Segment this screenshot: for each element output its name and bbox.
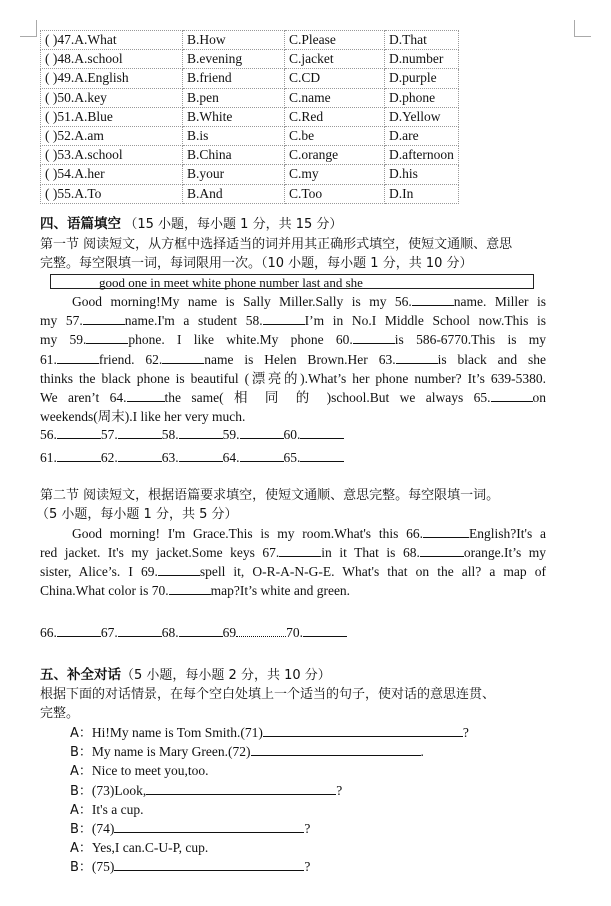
dialog-line <box>70 800 143 820</box>
dialog-text: It's a cup. <box>91 801 144 817</box>
passage-text: 61. <box>40 351 57 367</box>
dialog-line <box>70 723 469 743</box>
dialog-blank[interactable] <box>263 723 463 737</box>
option-c: C.Please <box>285 31 385 50</box>
section5-heading <box>40 665 331 685</box>
option-b: B.evening <box>183 50 285 69</box>
passage-2 <box>40 524 546 600</box>
section4-note: （15 小题，每小题 1 分，共 15 分） <box>124 217 343 232</box>
option-d: D.phone <box>385 88 459 107</box>
passage-text: the same( 相 同 的 )school.But we always 65. <box>164 390 491 406</box>
word-bank-box: good one in meet white phone number last and she <box>50 274 534 289</box>
speaker-label: B： <box>70 822 92 837</box>
passage-text: is black and she <box>437 351 546 367</box>
answer-label: 56. <box>40 427 57 442</box>
options-table <box>40 30 459 204</box>
answer-blank[interactable] <box>303 623 347 637</box>
speaker-label: B： <box>70 745 92 761</box>
dialog-line <box>70 781 342 801</box>
option-a: ( )47.A.What <box>41 31 183 50</box>
dialog-blank[interactable] <box>146 781 336 795</box>
passage-text: Good morning!My name is Sally Miller.Sally is my 56. <box>72 294 412 309</box>
option-row <box>41 146 459 165</box>
answer-blank[interactable] <box>179 623 223 637</box>
option-b: B.friend <box>183 69 285 88</box>
answer-label: 61. <box>40 450 57 465</box>
option-c: C.CD <box>285 69 385 88</box>
option-c: C.Too <box>285 184 385 203</box>
passage-text: in it That is 68. <box>321 545 420 560</box>
dialog-blank[interactable] <box>114 857 304 871</box>
passage-text: red jacket. It's my jacket.Some keys 67. <box>40 545 280 560</box>
blank-57[interactable] <box>83 311 125 325</box>
answer-blank[interactable] <box>300 425 344 439</box>
option-row <box>41 184 459 203</box>
answer-label: 67. <box>100 625 118 640</box>
dialog-end-punct: ? <box>462 725 469 740</box>
answer-label: 65. <box>283 450 301 465</box>
option-row <box>41 126 459 145</box>
option-c: C.my <box>285 165 385 184</box>
option-c: C.Red <box>285 107 385 126</box>
option-row <box>41 31 459 50</box>
dialog-text: (74) <box>91 821 115 836</box>
section5-instruction-1: 根据下面的对话情景，在每个空白处填上一个适当的句子，使对话的意思连贯、 <box>40 687 496 702</box>
option-a: ( )48.A.school <box>41 50 183 69</box>
option-a: ( )55.A.To <box>41 184 183 203</box>
option-d: D.his <box>385 165 459 184</box>
option-d: D.number <box>385 50 459 69</box>
speaker-label: A： <box>70 802 92 818</box>
answer-label: 57. <box>100 427 118 442</box>
blank-69[interactable] <box>158 562 200 576</box>
part2-instruction-2: （5 小题，每小题 1 分，共 5 分） <box>36 507 238 522</box>
passage-text: on <box>532 390 546 406</box>
speaker-label: A： <box>70 726 92 741</box>
section5-note: （5 小题，每小题 2 分，共 10 分） <box>121 668 331 683</box>
answer-label: 69 <box>222 625 237 640</box>
dialog-end-punct: . <box>420 744 424 760</box>
passage-text: name is Helen Brown.Her 63. <box>204 351 396 367</box>
part1-instruction-2: 完整。每空限填一词，每词限用一次。（10 小题，每小题 1 分，共 10 分） <box>40 256 473 271</box>
option-row <box>41 50 459 69</box>
option-a: ( )54.A.her <box>41 165 183 184</box>
blank-67[interactable] <box>279 543 321 557</box>
option-d: D.Yellow <box>385 107 459 126</box>
answer-blank[interactable] <box>240 425 284 439</box>
answer-blank[interactable] <box>57 623 101 637</box>
answer-blank[interactable] <box>118 623 162 637</box>
dialog-line <box>70 857 310 877</box>
answer-label: 66. <box>40 625 57 640</box>
answer-row-2 <box>40 448 344 467</box>
passage-text: English?It's a <box>469 526 546 541</box>
answer-label: 60. <box>283 427 301 442</box>
answer-label: 62. <box>100 450 118 465</box>
dialog-line <box>70 819 310 839</box>
answer-row-1 <box>40 425 344 444</box>
passage-1 <box>40 292 546 426</box>
dialog-text: Nice to meet you,too. <box>91 763 209 779</box>
passage-text: I’m in No.I Middle School now.This is <box>304 313 546 329</box>
corner-mark-right <box>574 20 591 37</box>
speaker-label: B： <box>70 860 92 876</box>
dialog-text: Hi!My name is Tom Smith.(71) <box>91 725 263 740</box>
dialog-end-punct: ? <box>336 782 343 798</box>
option-b: B.pen <box>183 88 285 107</box>
section5-title: 五、补全对话 <box>40 667 121 683</box>
option-c: C.orange <box>285 146 385 165</box>
blank-56[interactable] <box>412 292 454 306</box>
option-row <box>41 165 459 184</box>
answer-blank[interactable] <box>118 448 162 462</box>
option-row <box>41 107 459 126</box>
option-b: B.White <box>183 107 285 126</box>
option-c: C.name <box>285 88 385 107</box>
passage-text: friend. 62. <box>98 351 163 367</box>
passage-text: orange.It’s my <box>463 545 546 560</box>
dialog-line <box>70 838 208 858</box>
dialog-text: (75) <box>91 859 115 875</box>
speaker-label: A： <box>70 764 92 780</box>
answer-blank[interactable] <box>179 448 223 462</box>
answer-label: 70. <box>286 625 303 640</box>
passage-text: China.What color is 70. <box>40 583 169 598</box>
answer-blank[interactable] <box>300 448 344 462</box>
option-b: B.How <box>183 31 285 50</box>
dialog-blank[interactable] <box>251 742 421 756</box>
answer-blank[interactable] <box>57 448 101 462</box>
option-d: D.In <box>385 184 459 203</box>
answer-blank[interactable] <box>118 425 162 439</box>
blank-65[interactable] <box>491 388 533 402</box>
passage-text: spell it, O-R-A-N-G-E. What's that on the all? a map of <box>199 564 546 579</box>
blank-70[interactable] <box>169 581 211 595</box>
option-a: ( )51.A.Blue <box>41 107 183 126</box>
speaker-label: B： <box>70 783 92 799</box>
dialog-text: (73)Look, <box>91 782 147 798</box>
option-d: D.are <box>385 126 459 145</box>
dialog-line <box>70 761 209 781</box>
dialog-line <box>70 742 424 762</box>
passage-text: is 586-6770.This is my <box>394 332 546 348</box>
part1-instruction-1: 第一节 阅读短文，从方框中选择适当的词并用其正确形式填空，使短文通顺、意思 <box>40 237 513 252</box>
option-b: B.your <box>183 165 285 184</box>
option-d: D.purple <box>385 69 459 88</box>
section5-instruction-2: 完整。 <box>40 706 80 721</box>
blank-63[interactable] <box>396 350 438 364</box>
speaker-label: A： <box>70 841 92 857</box>
answer-label: 59. <box>222 427 240 442</box>
passage-text: map?It’s white and green. <box>210 583 351 598</box>
option-c: C.be <box>285 126 385 145</box>
answer-label: 64. <box>222 450 240 465</box>
passage-text: my 59. <box>40 332 87 348</box>
passage-text: my 57. <box>40 313 83 329</box>
section4-title: 四、语篇填空 <box>40 216 121 232</box>
blank-60[interactable] <box>353 330 395 344</box>
option-b: B.is <box>183 126 285 145</box>
dialog-text: My name is Mary Green.(72) <box>91 744 251 760</box>
option-b: B.And <box>183 184 285 203</box>
option-d: D.That <box>385 31 459 50</box>
blank-58[interactable] <box>263 311 305 325</box>
blank-68[interactable] <box>420 543 464 557</box>
blank-61[interactable] <box>57 350 99 364</box>
option-c: C.jacket <box>285 50 385 69</box>
passage-text: phone. I like white.My phone 60. <box>128 332 353 348</box>
answer-blank[interactable] <box>179 425 223 439</box>
passage-text: weekends(周末).I like her very much. <box>40 409 246 425</box>
passage-text: We aren’t 64. <box>40 390 127 406</box>
section4-heading <box>40 214 342 234</box>
option-d: D.afternoon <box>385 146 459 165</box>
part2-instruction-1: 第二节 阅读短文，根据语篇要求填空，使短文通顺、意思完整。每空限填一词。 <box>40 488 500 503</box>
dialog-text: Yes,I can.C-U-P, cup. <box>91 840 209 856</box>
passage-text: name.I'm a student 58. <box>124 313 263 329</box>
option-a: ( )53.A.school <box>41 146 183 165</box>
answer-blank[interactable] <box>236 623 286 637</box>
passage-text: sister, Alice’s. I 69. <box>40 564 158 579</box>
corner-mark-left <box>20 20 37 37</box>
passage-text: thinks the black phone is beautiful (漂亮的).What’s her phone number? It’s 639-5380. <box>40 370 546 386</box>
option-row <box>41 88 459 107</box>
blank-64[interactable] <box>127 388 165 402</box>
option-a: ( )50.A.key <box>41 88 183 107</box>
dialog-end-punct: ? <box>304 821 311 836</box>
blank-66[interactable] <box>423 524 469 538</box>
passage-text: Good morning! I'm Grace.This is my room.What's this 66. <box>72 526 424 541</box>
option-b: B.China <box>183 146 285 165</box>
option-row <box>41 69 459 88</box>
answer-label: 58. <box>161 427 179 442</box>
blank-59[interactable] <box>86 330 128 344</box>
dialog-blank[interactable] <box>114 819 304 833</box>
answer-label: 63. <box>161 450 179 465</box>
option-a: ( )52.A.am <box>41 126 183 145</box>
blank-62[interactable] <box>162 350 204 364</box>
answer-blank[interactable] <box>240 448 284 462</box>
dialog-end-punct: ? <box>304 859 311 875</box>
answer-blank[interactable] <box>57 425 101 439</box>
answer-row-3 <box>40 623 347 642</box>
passage-text: name. Miller is <box>453 294 547 309</box>
option-a: ( )49.A.English <box>41 69 183 88</box>
answer-label: 68. <box>161 625 179 640</box>
